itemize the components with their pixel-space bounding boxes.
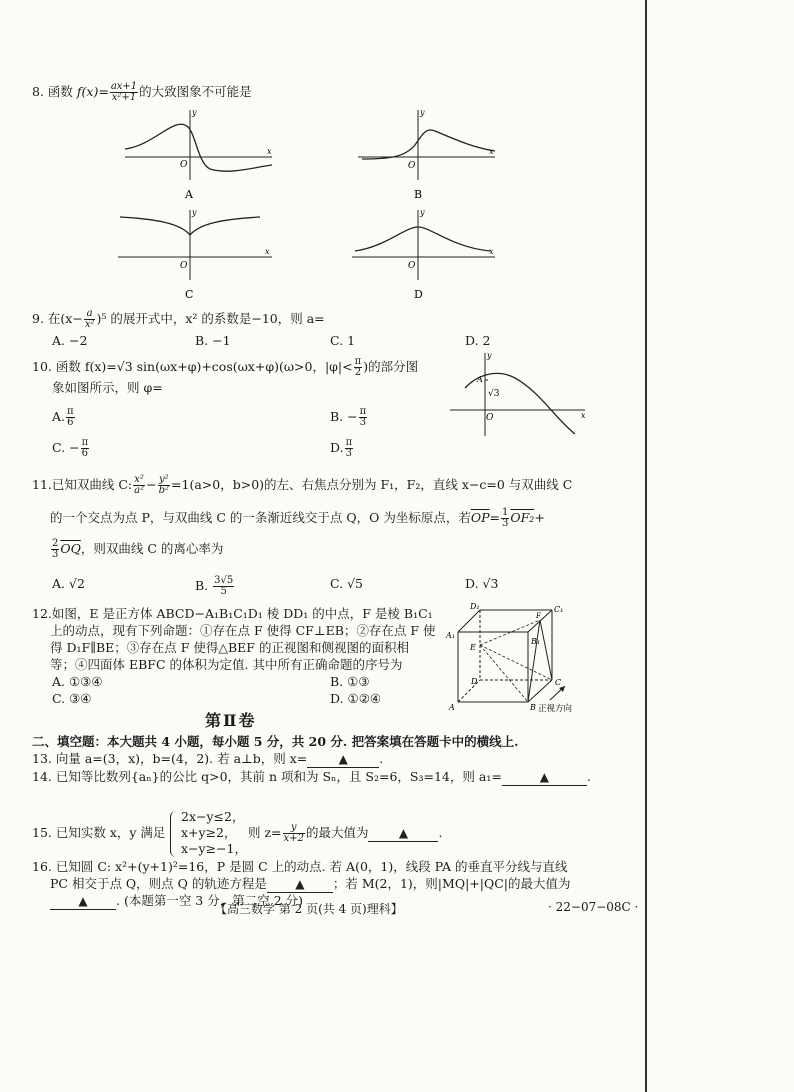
q12-option-b: B. ①③ [330,674,370,689]
svg-text:C: C [555,678,562,687]
q10-option-a: A. $\frac{\pi}{6}$ [52,406,74,428]
q15-cond-3: x−y≥−1， [181,841,247,856]
q9-option-c: C. 1 [330,333,356,348]
svg-text:O: O [486,413,494,423]
q12-line-3: 得 D₁F∥BE；③存在点 F 使得△BEF 的正视图和侧视图的面积相 [50,640,409,655]
q15-objective: 则 z= $\frac{y}{x+2}$ 的最大值为 ▲ . [248,822,443,844]
svg-text:O: O [408,261,416,271]
svg-text:A: A [449,703,455,712]
svg-text:y: y [192,108,197,117]
svg-text:x: x [581,411,586,420]
svg-text:正视方向: 正视方向 [538,704,573,714]
q8-graph-c [118,208,272,301]
svg-text:D: D [471,677,478,686]
q15-cond-1: 2x−y≤2， [181,809,245,824]
svg-text:x: x [265,247,270,256]
svg-text:y: y [487,351,492,360]
q9-option-b: B. −1 [195,333,231,348]
q12-line-4: 等；④四面体 EBFC 的体积为定值. 其中所有正确命题的序号为 [50,657,403,672]
q15-prefix: 15. 已知实数 x，y 满足 [32,825,166,840]
q12-option-a: A. ①③④ [52,674,103,689]
q16-line-1: 16. 已知圆 C: x²+(y+1)²=16，P 是圆 C 上的动点. 若 A(0，1)，线段 PA 的垂直平分线与直线 [32,859,568,874]
svg-text:x: x [267,147,272,156]
q12-line-2: 上的动点，现有下列命题：①存在点 F 使得 CF⊥EB；②存在点 F 使 [50,623,436,638]
q11-line-1: 11.已知双曲线 C: $\frac{\text{x²}}{\text{a²}}$ − $\frac{\text{y²}}{\text{b²}}$ =1(a>0，b>0)的左、右焦点分别为 F₁，F₂，直线 x−c=0 与双曲线 C [32,474,573,496]
q12-cube-figure [440,600,600,715]
svg-text:y: y [420,208,425,217]
q11-line-3: $\frac{2}{3}$ $\overline{OQ}$，则双曲线 C 的离心率为 [52,538,224,560]
q10-option-b: B. − $\frac{\pi}{3}$ [330,406,367,428]
q15-cond-2: x+y≥2， [181,825,237,840]
q8-stem: 8. 函数 f(x)= $\frac{ax+1}{\text{x²+1}}$ 的大致图象不可能是 [32,81,252,103]
svg-text:y: y [192,208,197,217]
q11-option-d: D. √3 [465,576,499,591]
svg-text:B: B [414,188,423,201]
q11-option-b: B. $\frac{3√5}{5}$ [195,575,234,597]
q11-option-c: C. √5 [330,576,363,591]
section-2-heading: 二、填空题：本大题共 4 小题，每小题 5 分，共 20 分. 把答案填在答题卡中的横线上. [32,734,519,749]
q9-option-d: D. 2 [465,333,491,348]
footer-code: · 22−07−08C · [548,900,639,914]
svg-text:x: x [489,147,494,156]
svg-text:x: x [489,247,494,256]
q10-option-d: D. $\frac{\pi}{3}$ [330,437,353,459]
q11-line-2: 的一个交点为点 P，与双曲线 C 的一条渐近线交于点 Q，O 为坐标原点，若$\overline{OP}=$ $\frac{1}{3}$ OF₂+ [50,507,545,529]
svg-text:B: B [530,703,536,712]
q16-line-2: PC 相交于点 Q，则点 Q 的轨迹方程是 ▲ ；若 M(2，1)，则|MQ|+|QC|的最大值为 [50,876,571,891]
part-2-title: 第Ⅱ卷 [205,711,257,730]
svg-text:A₁: A₁ [446,631,455,640]
svg-text:O: O [408,161,416,171]
svg-text:F: F [536,612,541,620]
q12-line-1: 12.如图，E 是正方体 ABCD−A₁B₁C₁D₁ 棱 DD₁ 的中点，F 是棱 B₁C₁ [32,606,433,621]
q11-option-a: A. √2 [52,576,85,591]
svg-text:C₁: C₁ [554,605,564,614]
svg-text:D₁: D₁ [470,602,480,611]
q14: 14. 已知等比数列{aₙ}的公比 q>0，其前 n 项和为 Sₙ，且 S₂=6，S₃=14，则 a₁= ▲ . [32,769,591,784]
page-edge-line [645,0,647,1092]
q12-option-d: D. ①②④ [330,691,382,706]
svg-text:C: C [185,288,194,301]
q13: 13. 向量 a=(3，x)，b=(4，2). 若 a⊥b，则 x= ▲ . [32,751,384,766]
svg-text:D: D [414,288,423,301]
q16-line-3: ▲ . (本题第一空 3 分，第二空 2 分) [50,893,303,910]
svg-text:A: A [477,375,483,384]
q15-brace [170,811,179,857]
q10-option-c: C. − $\frac{\pi}{6}$ [52,437,89,459]
q8-graph-d [352,208,495,301]
svg-text:O: O [180,160,188,170]
footer-page-info: 【高三数学 第 2 页(共 4 页)理科】 [215,902,403,916]
q8-graphs [100,105,520,305]
q8-graph-b [358,108,495,201]
q10-stem: 10. 函数 f(x)=√3 sin(ωx+φ)+cos(ωx+φ)(ω>0，|φ|< $\frac{\pi}{2}$ )的部分图 [32,356,419,378]
q10-graph [445,348,595,443]
q9-stem: 9. 在(x− $\frac{a}{\text{x²}}$ )⁵ 的展开式中，x² 的系数是−10，则 a= [32,308,325,330]
svg-text:B₁: B₁ [531,637,541,646]
q8-graph-a [125,108,272,201]
svg-text:A: A [185,188,193,201]
svg-text:E: E [470,643,476,652]
q9-option-a: A. −2 [52,333,88,348]
svg-text:√3: √3 [488,389,500,399]
q12-option-c: C. ③④ [52,691,92,706]
q10-stem-2: 象如图所示，则 φ= [52,380,163,395]
svg-text:y: y [420,108,425,117]
svg-text:O: O [180,261,188,271]
